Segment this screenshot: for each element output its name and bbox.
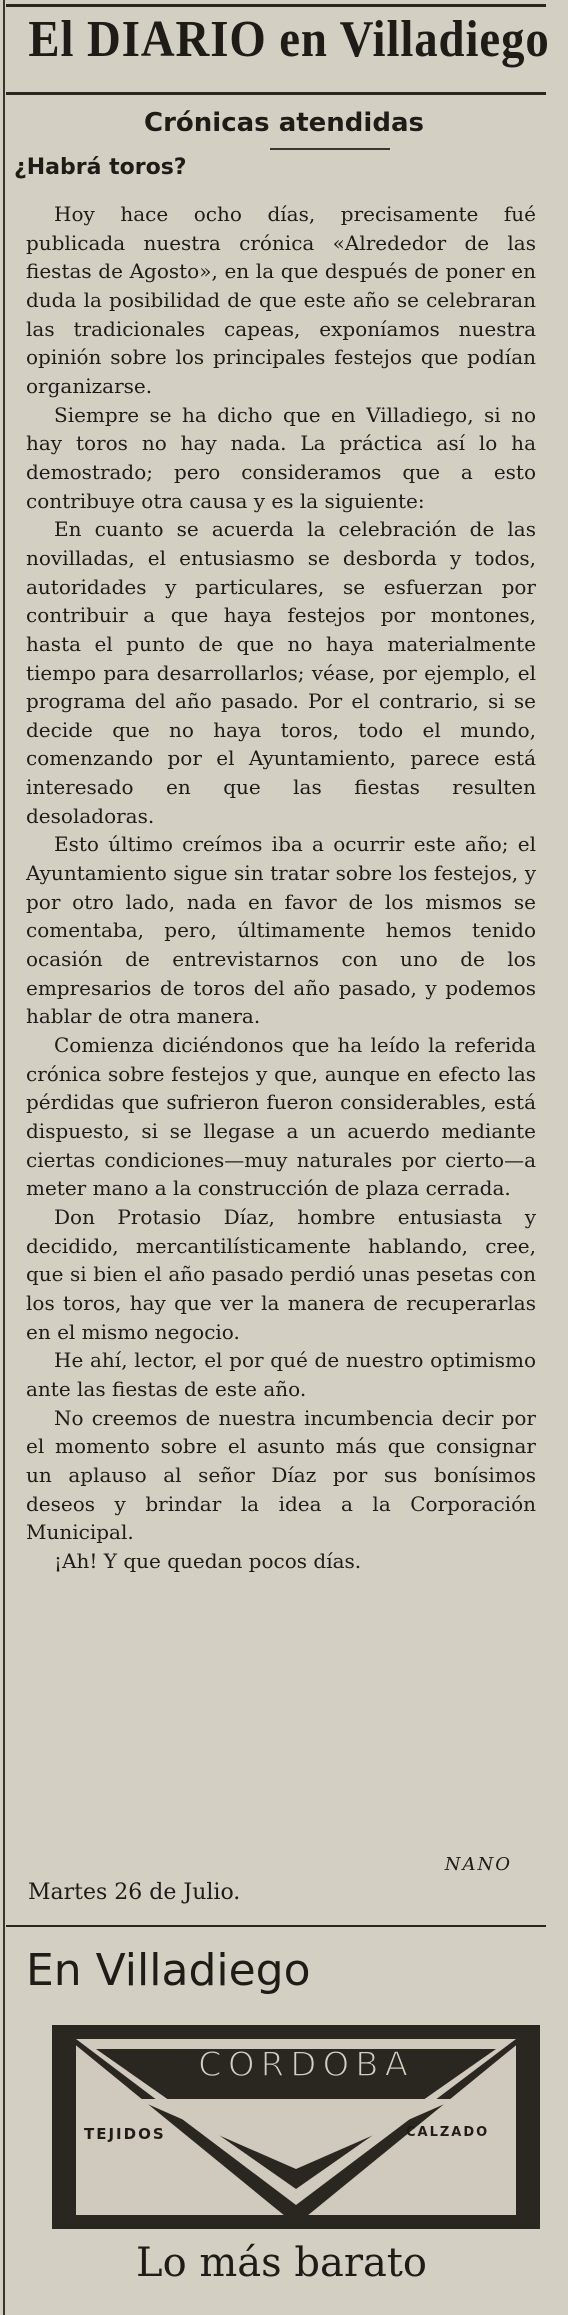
masthead-rule <box>6 92 546 95</box>
column-border <box>3 0 5 2315</box>
article-paragraph: Hoy hace ocho días, precisamente fué publicada nuestra crónica «Alrededor de las fiestas de Agosto», en la que después de poner en duda la posibilidad de que este año se celebraran las tradicionales capeas, exponíamos nuestra opinión sobre los principales festejos que podían organizarse. <box>26 202 536 398</box>
article-paragraph: No creemos de nuestra incumbencia decir por el momento sobre el asunto más que consignar un aplauso al señor Díaz por sus bonísimos deseos y brindar la idea a la Corporación Municipal. <box>26 1405 536 1545</box>
ad-separator-rule <box>6 1925 546 1927</box>
ad-label-tejidos: TEJIDOS <box>84 2125 166 2143</box>
advertisement-box <box>52 2025 540 2229</box>
ad-title: En Villadiego <box>26 1945 311 1996</box>
article-body <box>26 200 536 1576</box>
section-divider <box>270 148 390 150</box>
article-paragraph: Siempre se ha dicho que en Villadiego, si no hay toros no hay nada. La práctica así lo ha demostrado; pero consideramos que a esto contribuye otra causa y es la siguiente: <box>26 402 536 513</box>
article-paragraph: Esto último creímos iba a ocurrir este año; el Ayuntamiento sigue sin tratar sobre los festejos, y por otro lado, nada en favor de los mismos se comentaba, pero, últimamente hemos tenido ocasión de entrevistarnos con uno de los empresarios de toros del año pasado, y podemos hablar de otra manera. <box>26 832 536 1029</box>
article-headline: ¿Habrá toros? <box>14 155 187 180</box>
masthead: El DIARIO en Villadiego <box>28 11 550 68</box>
article-paragraph: He ahí, lector, el por qué de nuestro optimismo ante las fiestas de este año. <box>26 1348 536 1401</box>
article-paragraph: Comienza diciéndonos que ha leído la referida crónica sobre festejos y que, aunque en efecto las pérdidas que sufrieron fueron considerables, está dispuesto, si se llegase a un acuerdo mediante ciertas condiciones—muy naturales por cierto—a meter mano a la construcción de plaza cerrada. <box>26 1033 536 1201</box>
dateline: Martes 26 de Julio. <box>28 1880 241 1905</box>
top-rule <box>6 4 546 7</box>
ad-slogan: Lo más barato <box>136 2240 427 2286</box>
ad-label-calzado: CALZADO <box>406 2125 490 2140</box>
article-paragraph: Don Protasio Díaz, hombre entusiasta y decidido, mercantilísticamente hablando, cree, que si bien el año pasado perdió unas pesetas con los toros, hay que ver la manera de recuperarlas en el mismo negocio. <box>26 1204 536 1344</box>
section-title: Crónicas atendidas <box>144 108 424 138</box>
article-paragraph: ¡Ah! Y que quedan pocos días. <box>54 1548 362 1573</box>
author-signature: NANO <box>444 1854 512 1875</box>
article-paragraph: En cuanto se acuerda la celebración de las novilladas, el entusiasmo se desborda y todos, autoridades y particulares, se esfuerzan por contribuir a que haya festejos por montones, hasta el punto de que no haya materialmente tiempo para desarrollarlos; véase, por ejemplo, el programa del año pasado. Por el contrario, si se decide que no haya toros, todo el mundo, comenzando por el Ayuntamiento, parece está interesado en que las fiestas resulten desoladoras. <box>26 517 536 828</box>
ad-brand-name: CORDOBA <box>198 2045 414 2085</box>
